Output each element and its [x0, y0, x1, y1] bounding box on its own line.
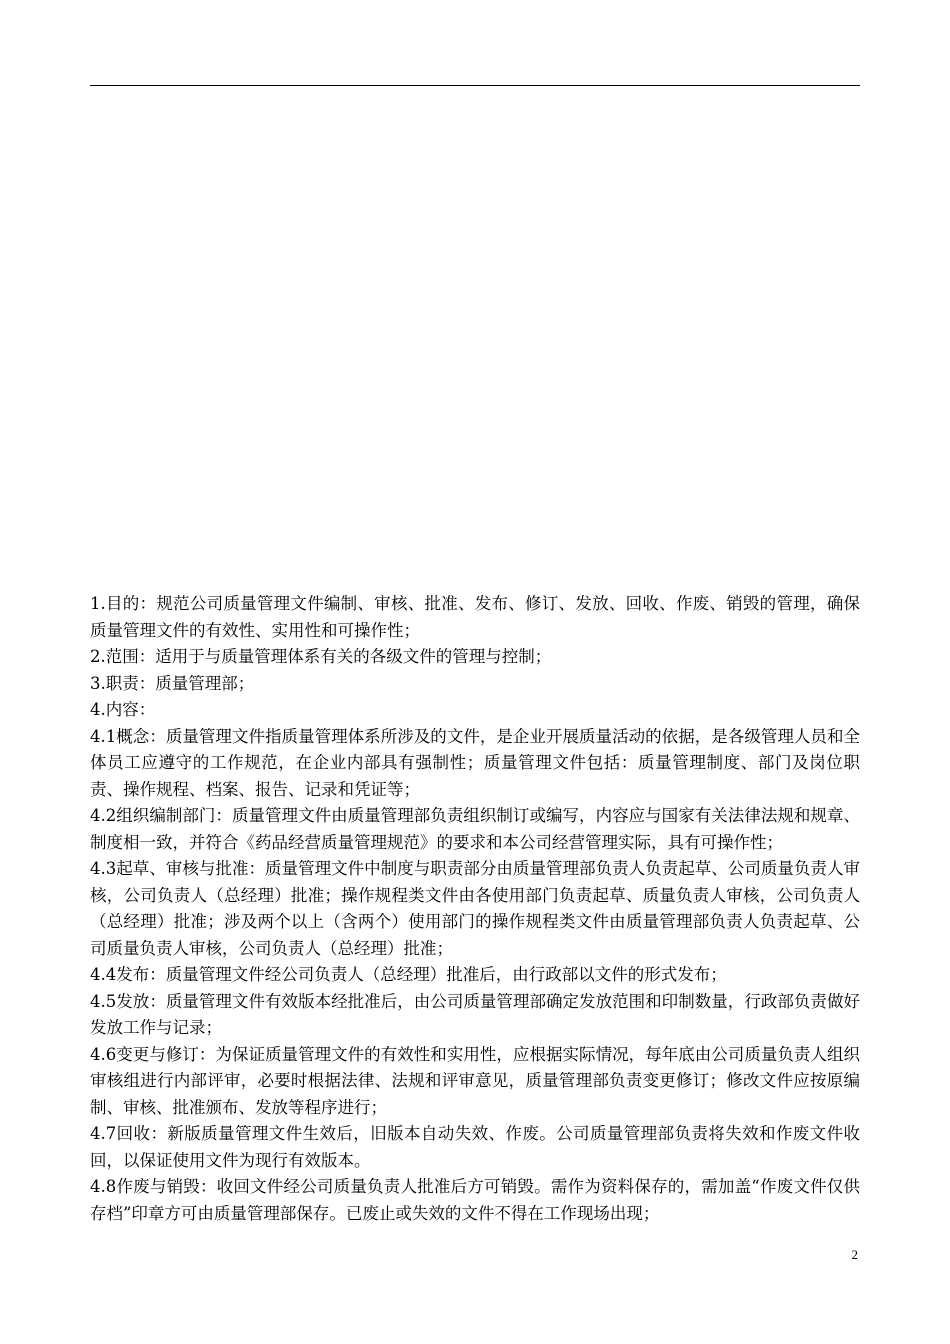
- paragraph-organizing-department: 4.2组织编制部门：质量管理文件由质量管理部负责组织制订或编写，内容应与国家有关法律法规和规章、制度相一致，并符合《药品经营质量管理规范》的要求和本公司经营管理实际，具有可操作性；: [90, 806, 860, 852]
- page-number: 2: [851, 1247, 858, 1262]
- paragraph-recall: 4.7回收：新版质量管理文件生效后，旧版本自动失效、作废。公司质量管理部负责将失效和作废文件收回，以保证使用文件为现行有效版本。: [90, 1124, 860, 1170]
- paragraph-content-heading: 4.内容：: [90, 700, 156, 719]
- document-body: [90, 591, 860, 1227]
- paragraph-scope: 2.范围：适用于与质量管理体系有关的各级文件的管理与控制；: [90, 647, 552, 666]
- header-rule: [90, 85, 860, 86]
- paragraph-responsibility: 3.职责：质量管理部；: [90, 673, 255, 693]
- paragraph-drafting-approval: 4.3起草、审核与批准：质量管理文件中制度与职责部分由质量管理部负责人负责起草、公司质量负责人审核，公司负责人（总经理）批准；操作规程类文件由各使用部门负责起草、质量负责人审核，公司负责人（总经理）批准；涉及两个以上（含两个）使用部门的操作规程类文件由质量管理部负责人负责起草、公司质量负责人审核，公司负责人（总经理）批准；: [90, 859, 860, 958]
- paragraph-release: 4.4发布：质量管理文件经公司负责人（总经理）批准后，由行政部以文件的形式发布；: [90, 965, 727, 984]
- paragraph-disposal: 4.8作废与销毁：收回文件经公司质量负责人批准后方可销毁。需作为资料保存的，需加盖“作废文件仅供存档”印章方可由质量管理部保存。已废止或失效的文件不得在工作现场出现；: [90, 1177, 860, 1223]
- paragraph-purpose: 1.目的：规范公司质量管理文件编制、审核、批准、发布、修订、发放、回收、作废、销毁的管理，确保质量管理文件的有效性、实用性和可操作性；: [90, 594, 860, 640]
- paragraph-distribution: 4.5发放：质量管理文件有效版本经批准后，由公司质量管理部确定发放范围和印制数量，行政部负责做好发放工作与记录；: [90, 991, 860, 1037]
- paragraph-revision: 4.6变更与修订：为保证质量管理文件的有效性和实用性，应根据实际情况，每年底由公司质量负责人组织审核组进行内部评审，必要时根据法律、法规和评审意见，质量管理部负责变更修订；修改文件应按原编制、审核、批准颁布、发放等程序进行；: [90, 1044, 860, 1117]
- paragraph-concept: 4.1概念：质量管理文件指质量管理体系所涉及的文件，是企业开展质量活动的依据，是各级管理人员和全体员工应遵守的工作规范，在企业内部具有强制性；质量管理文件包括：质量管理制度、部门及岗位职责、操作规程、档案、报告、记录和凭证等；: [90, 726, 860, 799]
